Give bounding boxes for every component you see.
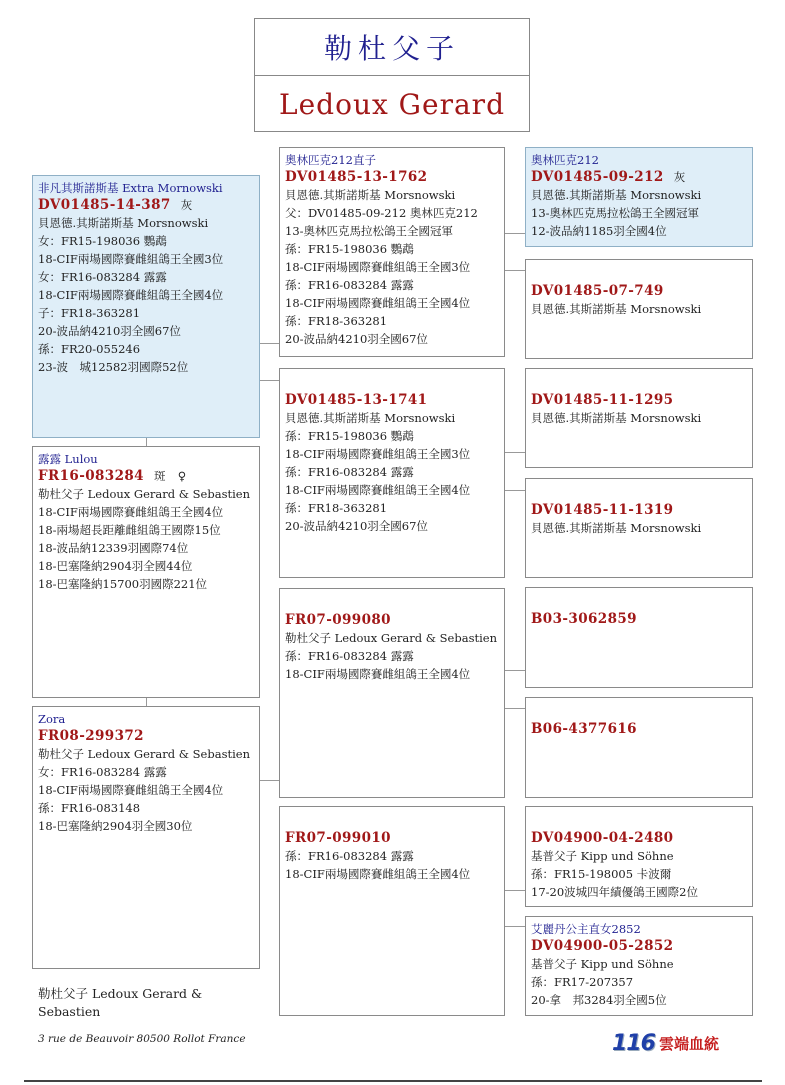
sire-box xyxy=(32,175,260,438)
connector-line xyxy=(146,697,147,706)
info-line: 18-CIF兩場國際賽雌組鴿王全國3位 xyxy=(285,260,471,274)
connector-line xyxy=(505,926,525,927)
ring-number: DV01485-09-212 灰 xyxy=(531,169,686,185)
grandparent-box xyxy=(279,147,505,357)
info-line: 貝恩德.其斯諾斯基 Morsnowski xyxy=(285,411,456,425)
info-line: 18-CIF兩場國際賽雌組鴿王全國4位 xyxy=(285,296,471,310)
connector-line xyxy=(505,490,525,491)
info-line: 孫：FR16-083284 露露 xyxy=(285,649,414,663)
pigeon-name: 露露 Lulou xyxy=(38,452,98,466)
ring-number: DV01485-14-387 灰 xyxy=(38,197,193,213)
info-line: 勒杜父子 Ledoux Gerard & Sebastien xyxy=(38,487,250,501)
info-line: 基普父子 Kipp und Söhne xyxy=(531,849,674,863)
info-line: 孫：FR17-207357 xyxy=(531,975,634,989)
info-line: 18-CIF兩場國際賽雌組鴿王全國4位 xyxy=(38,505,224,519)
pedigree-header xyxy=(254,18,530,132)
info-line: 貝恩德.其斯諾斯基 Morsnowski xyxy=(531,188,702,202)
info-line: 孫：FR15-198036 鸚鵡 xyxy=(285,429,414,443)
great-grandparent-box xyxy=(525,916,753,1016)
ring-number: DV04900-04-2480 xyxy=(531,830,674,846)
great-grandparent-box xyxy=(525,587,753,688)
pigeon-color: 灰 xyxy=(673,170,686,184)
info-line: 18-CIF兩場國際賽雌組鴿王全國4位 xyxy=(38,288,224,302)
info-line: 13-奧林匹克馬拉松鴿王全國冠軍 xyxy=(285,224,454,238)
info-line: 18-兩場超長距離雌組鴿王國際15位 xyxy=(38,523,221,537)
info-line: 勒杜父子 Ledoux Gerard & Sebastien xyxy=(38,747,250,761)
info-line: 貝恩德.其斯諾斯基 Morsnowski xyxy=(38,216,209,230)
ring-number: FR08-299372 xyxy=(38,728,144,744)
info-line: 女：FR15-198036 鸚鵡 xyxy=(38,234,167,248)
info-line: 子：FR18-363281 xyxy=(38,306,141,320)
connector-line xyxy=(259,780,279,781)
ring-number: FR07-099010 xyxy=(285,830,391,846)
connector-line xyxy=(259,343,279,344)
ring-number: DV01485-11-1295 xyxy=(531,392,674,408)
info-line: 孫：FR18-363281 xyxy=(285,314,388,328)
info-line: 18-CIF兩場國際賽雌組鴿王全國4位 xyxy=(285,483,471,497)
ring-number: DV01485-13-1762 xyxy=(285,169,428,185)
ring-number: B06-4377616 xyxy=(531,721,637,737)
info-line: 孫：FR15-198005 卡波爾 xyxy=(531,867,672,881)
info-line: 20-波品納4210羽全國67位 xyxy=(285,519,428,533)
connector-line xyxy=(505,890,525,891)
grandparent-box xyxy=(279,806,505,1016)
info-line: 孫：FR15-198036 鸚鵡 xyxy=(285,242,414,256)
info-line: 貝恩德.其斯諾斯基 Morsnowski xyxy=(531,521,702,535)
ring-number: DV04900-05-2852 xyxy=(531,938,674,954)
info-line: 貝恩德.其斯諾斯基 Morsnowski xyxy=(531,302,702,316)
logo-number: 116 xyxy=(612,1030,655,1056)
connector-line xyxy=(505,270,525,271)
info-line: 13-奧林匹克馬拉松鴿王全國冠軍 xyxy=(531,206,700,220)
info-line: 18-CIF兩場國際賽雌組鴿王全國4位 xyxy=(38,783,224,797)
great-grandparent-box xyxy=(525,368,753,468)
great-grandparent-box xyxy=(525,259,753,359)
grandparent-box xyxy=(279,588,505,798)
great-grandparent-box xyxy=(525,478,753,578)
ring-number: DV01485-11-1319 xyxy=(531,502,674,518)
ring-number: B03-3062859 xyxy=(531,611,637,627)
connector-line xyxy=(505,708,525,709)
brand-logo xyxy=(612,1030,719,1056)
connector-line xyxy=(259,380,279,381)
info-line: 20-波品納4210羽全國67位 xyxy=(285,332,428,346)
pigeon-name: 奧林匹克212 xyxy=(531,153,599,167)
ring-number: FR16-083284 斑 ♀ xyxy=(38,468,187,484)
info-line: 孫：FR16-083284 露露 xyxy=(285,465,414,479)
info-line: 18-CIF兩場國際賽雌組鴿王全國3位 xyxy=(38,252,224,266)
info-line: 20-拿 邦3284羽全國5位 xyxy=(531,993,667,1007)
breeder-address: 3 rue de Beauvoir 80500 Rollot France xyxy=(38,1033,246,1045)
info-line: 貝恩德.其斯諾斯基 Morsnowski xyxy=(531,411,702,425)
breeder-name: 勒杜父子 Ledoux Gerard & Sebastien xyxy=(38,986,203,1019)
info-line: 20-波品納4210羽全國67位 xyxy=(38,324,181,338)
info-line: 女：FR16-083284 露露 xyxy=(38,270,167,284)
logo-text: 雲端血統 xyxy=(658,1034,719,1053)
connector-line xyxy=(505,452,525,453)
connector-line xyxy=(505,233,525,234)
info-line: 孫：FR20-055246 xyxy=(38,342,141,356)
pigeon-color: 灰 xyxy=(180,198,193,212)
pigeon-name: 艾麗丹公主直女2852 xyxy=(531,922,641,936)
info-line: 孫：FR16-083284 露露 xyxy=(285,849,414,863)
info-line: 孫：FR16-083284 露露 xyxy=(285,278,414,292)
info-line: 23-波 城12582羽國際52位 xyxy=(38,360,189,374)
info-line: 18-波品納12339羽國際74位 xyxy=(38,541,189,555)
info-line: 勒杜父子 Ledoux Gerard & Sebastien xyxy=(285,631,497,645)
info-line: 17-20波城四年績優鴿王國際2位 xyxy=(531,885,698,899)
info-line: 18-巴塞隆納2904羽全國30位 xyxy=(38,819,193,833)
great-grandparent-box xyxy=(525,147,753,247)
great-grandparent-box xyxy=(525,806,753,907)
info-line: 女：FR16-083284 露露 xyxy=(38,765,167,779)
pigeon-name: 非凡其斯諾斯基 Extra Mornowski xyxy=(38,181,223,195)
ring-number: DV01485-13-1741 xyxy=(285,392,428,408)
pigeon-color: 斑 ♀ xyxy=(153,469,187,483)
ring-number: DV01485-07-749 xyxy=(531,283,664,299)
great-grandparent-box xyxy=(525,697,753,798)
info-line: 基普父子 Kipp und Söhne xyxy=(531,957,674,971)
info-line: 18-CIF兩場國際賽雌組鴿王全國4位 xyxy=(285,667,471,681)
bottom-divider xyxy=(24,1080,762,1082)
info-line: 孫：FR16-083148 xyxy=(38,801,141,815)
ring-number: FR07-099080 xyxy=(285,612,391,628)
connector-line xyxy=(146,437,147,446)
info-line: 18-巴塞隆納2904羽全國44位 xyxy=(38,559,193,573)
owner-name-chinese: 勒杜父子 xyxy=(255,19,529,76)
connector-line xyxy=(505,670,525,671)
pigeon-name: Zora xyxy=(38,712,66,726)
dam-dam-box xyxy=(32,706,260,969)
info-line: 18-CIF兩場國際賽雌組鴿王全國3位 xyxy=(285,447,471,461)
owner-name-english: Ledoux Gerard xyxy=(279,87,505,121)
info-line: 12-波品納1185羽全國4位 xyxy=(531,224,667,238)
info-line: 父：DV01485-09-212 奧林匹克212 xyxy=(285,206,478,220)
info-line: 孫：FR18-363281 xyxy=(285,501,388,515)
pigeon-name: 奧林匹克212直子 xyxy=(285,153,376,167)
info-line: 18-CIF兩場國際賽雌組鴿王全國4位 xyxy=(285,867,471,881)
dam-box xyxy=(32,446,260,698)
grandparent-box xyxy=(279,368,505,578)
info-line: 貝恩德.其斯諾斯基 Morsnowski xyxy=(285,188,456,202)
info-line: 18-巴塞隆納15700羽國際221位 xyxy=(38,577,208,591)
